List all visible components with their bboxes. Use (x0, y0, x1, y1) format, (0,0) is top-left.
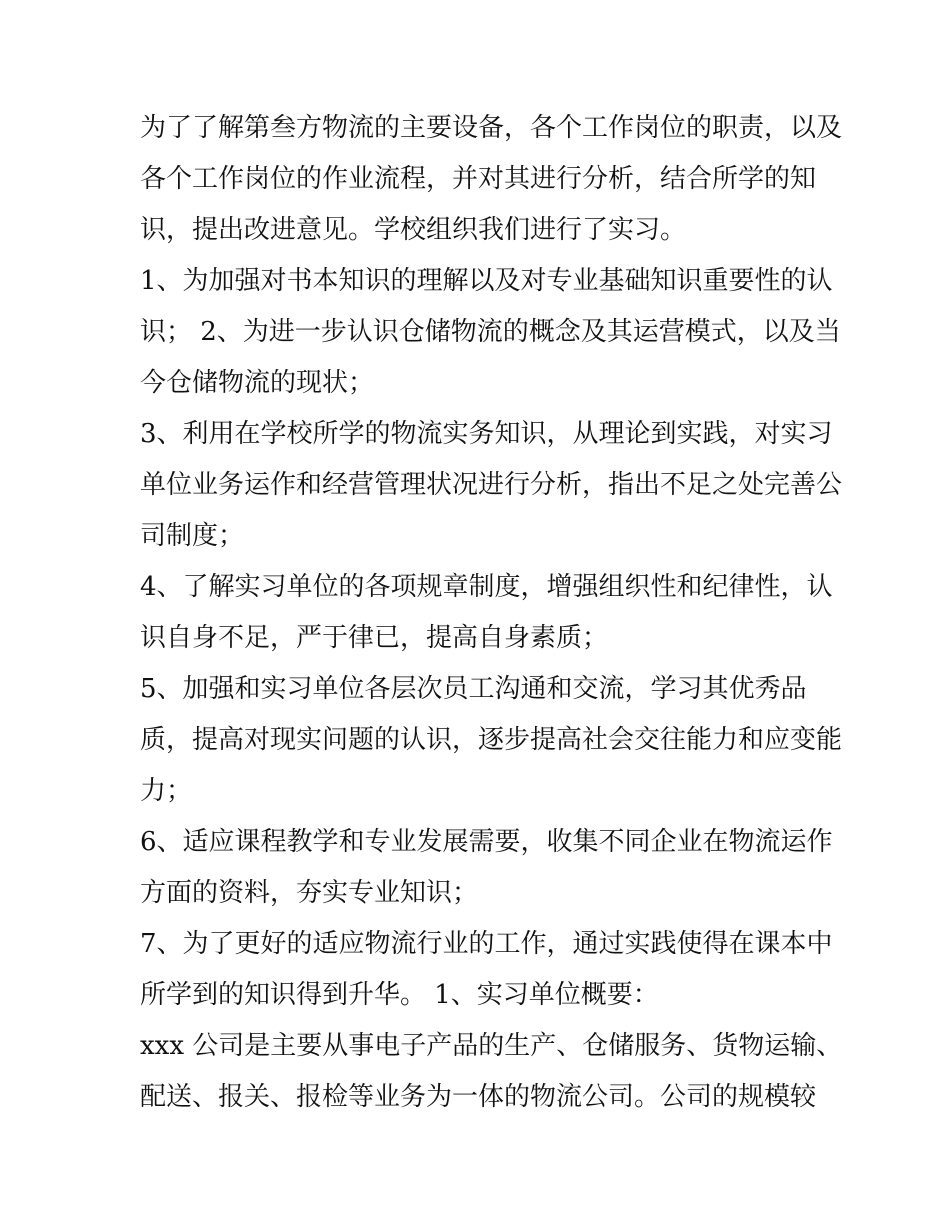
text-line: 各个工作岗位的作业流程，并对其进行分析，结合所学的知 (140, 164, 817, 194)
text-line: 1、为加强对书本知识的理解以及对专业基础知识重要性的认 (140, 266, 833, 296)
text-line: 质，提高对现实问题的认识，逐步提高社会交往能力和应变能 (140, 725, 843, 755)
paragraph-intro (140, 103, 843, 256)
document-body (140, 103, 843, 1123)
text-line: 7、为了更好的适应物流行业的工作，通过实践使得在课本中 (140, 929, 833, 959)
text-line: 为了了解第叁方物流的主要设备，各个工作岗位的职责，以及 (140, 113, 843, 143)
text-line: 4、了解实习单位的各项规章制度，增强组织性和纪律性，认 (140, 572, 833, 602)
text-line: 配送、报关、报检等业务为一体的物流公司。公司的规模较 (140, 1082, 817, 1112)
text-line: 识； 2、为进一步认识仓储物流的概念及其运营模式，以及当 (140, 317, 841, 347)
text-line: 识自身不足，严于律已，提高自身素质； (140, 623, 609, 653)
paragraph-item-7 (140, 919, 833, 1021)
paragraph-item-1-2 (140, 256, 841, 409)
paragraph-item-4 (140, 562, 833, 664)
paragraph-company-overview (140, 1021, 843, 1123)
text-line: 今仓储物流的现状； (140, 368, 375, 398)
paragraph-item-3 (140, 409, 843, 562)
text-line: 司制度； (140, 521, 245, 551)
paragraph-item-6 (140, 817, 833, 919)
text-line: 单位业务运作和经营管理状况进行分析，指出不足之处完善公 (140, 470, 843, 500)
text-line: 识，提出改进意见。学校组织我们进行了实习。 (140, 215, 687, 245)
text-line: 力； (140, 776, 193, 806)
text-line: xxx 公司是主要从事电子产品的生产、仓储服务、货物运输、 (140, 1031, 843, 1061)
text-line: 3、利用在学校所学的物流实务知识，从理论到实践，对实习 (140, 419, 833, 449)
text-line: 所学到的知识得到升华。 1、实习单位概要： (140, 980, 659, 1010)
text-line: 5、加强和实习单位各层次员工沟通和交流，学习其优秀品 (140, 674, 807, 704)
text-line: 方面的资料，夯实专业知识； (140, 878, 479, 908)
text-line: 6、适应课程教学和专业发展需要，收集不同企业在物流运作 (140, 827, 833, 857)
paragraph-item-5 (140, 664, 843, 817)
